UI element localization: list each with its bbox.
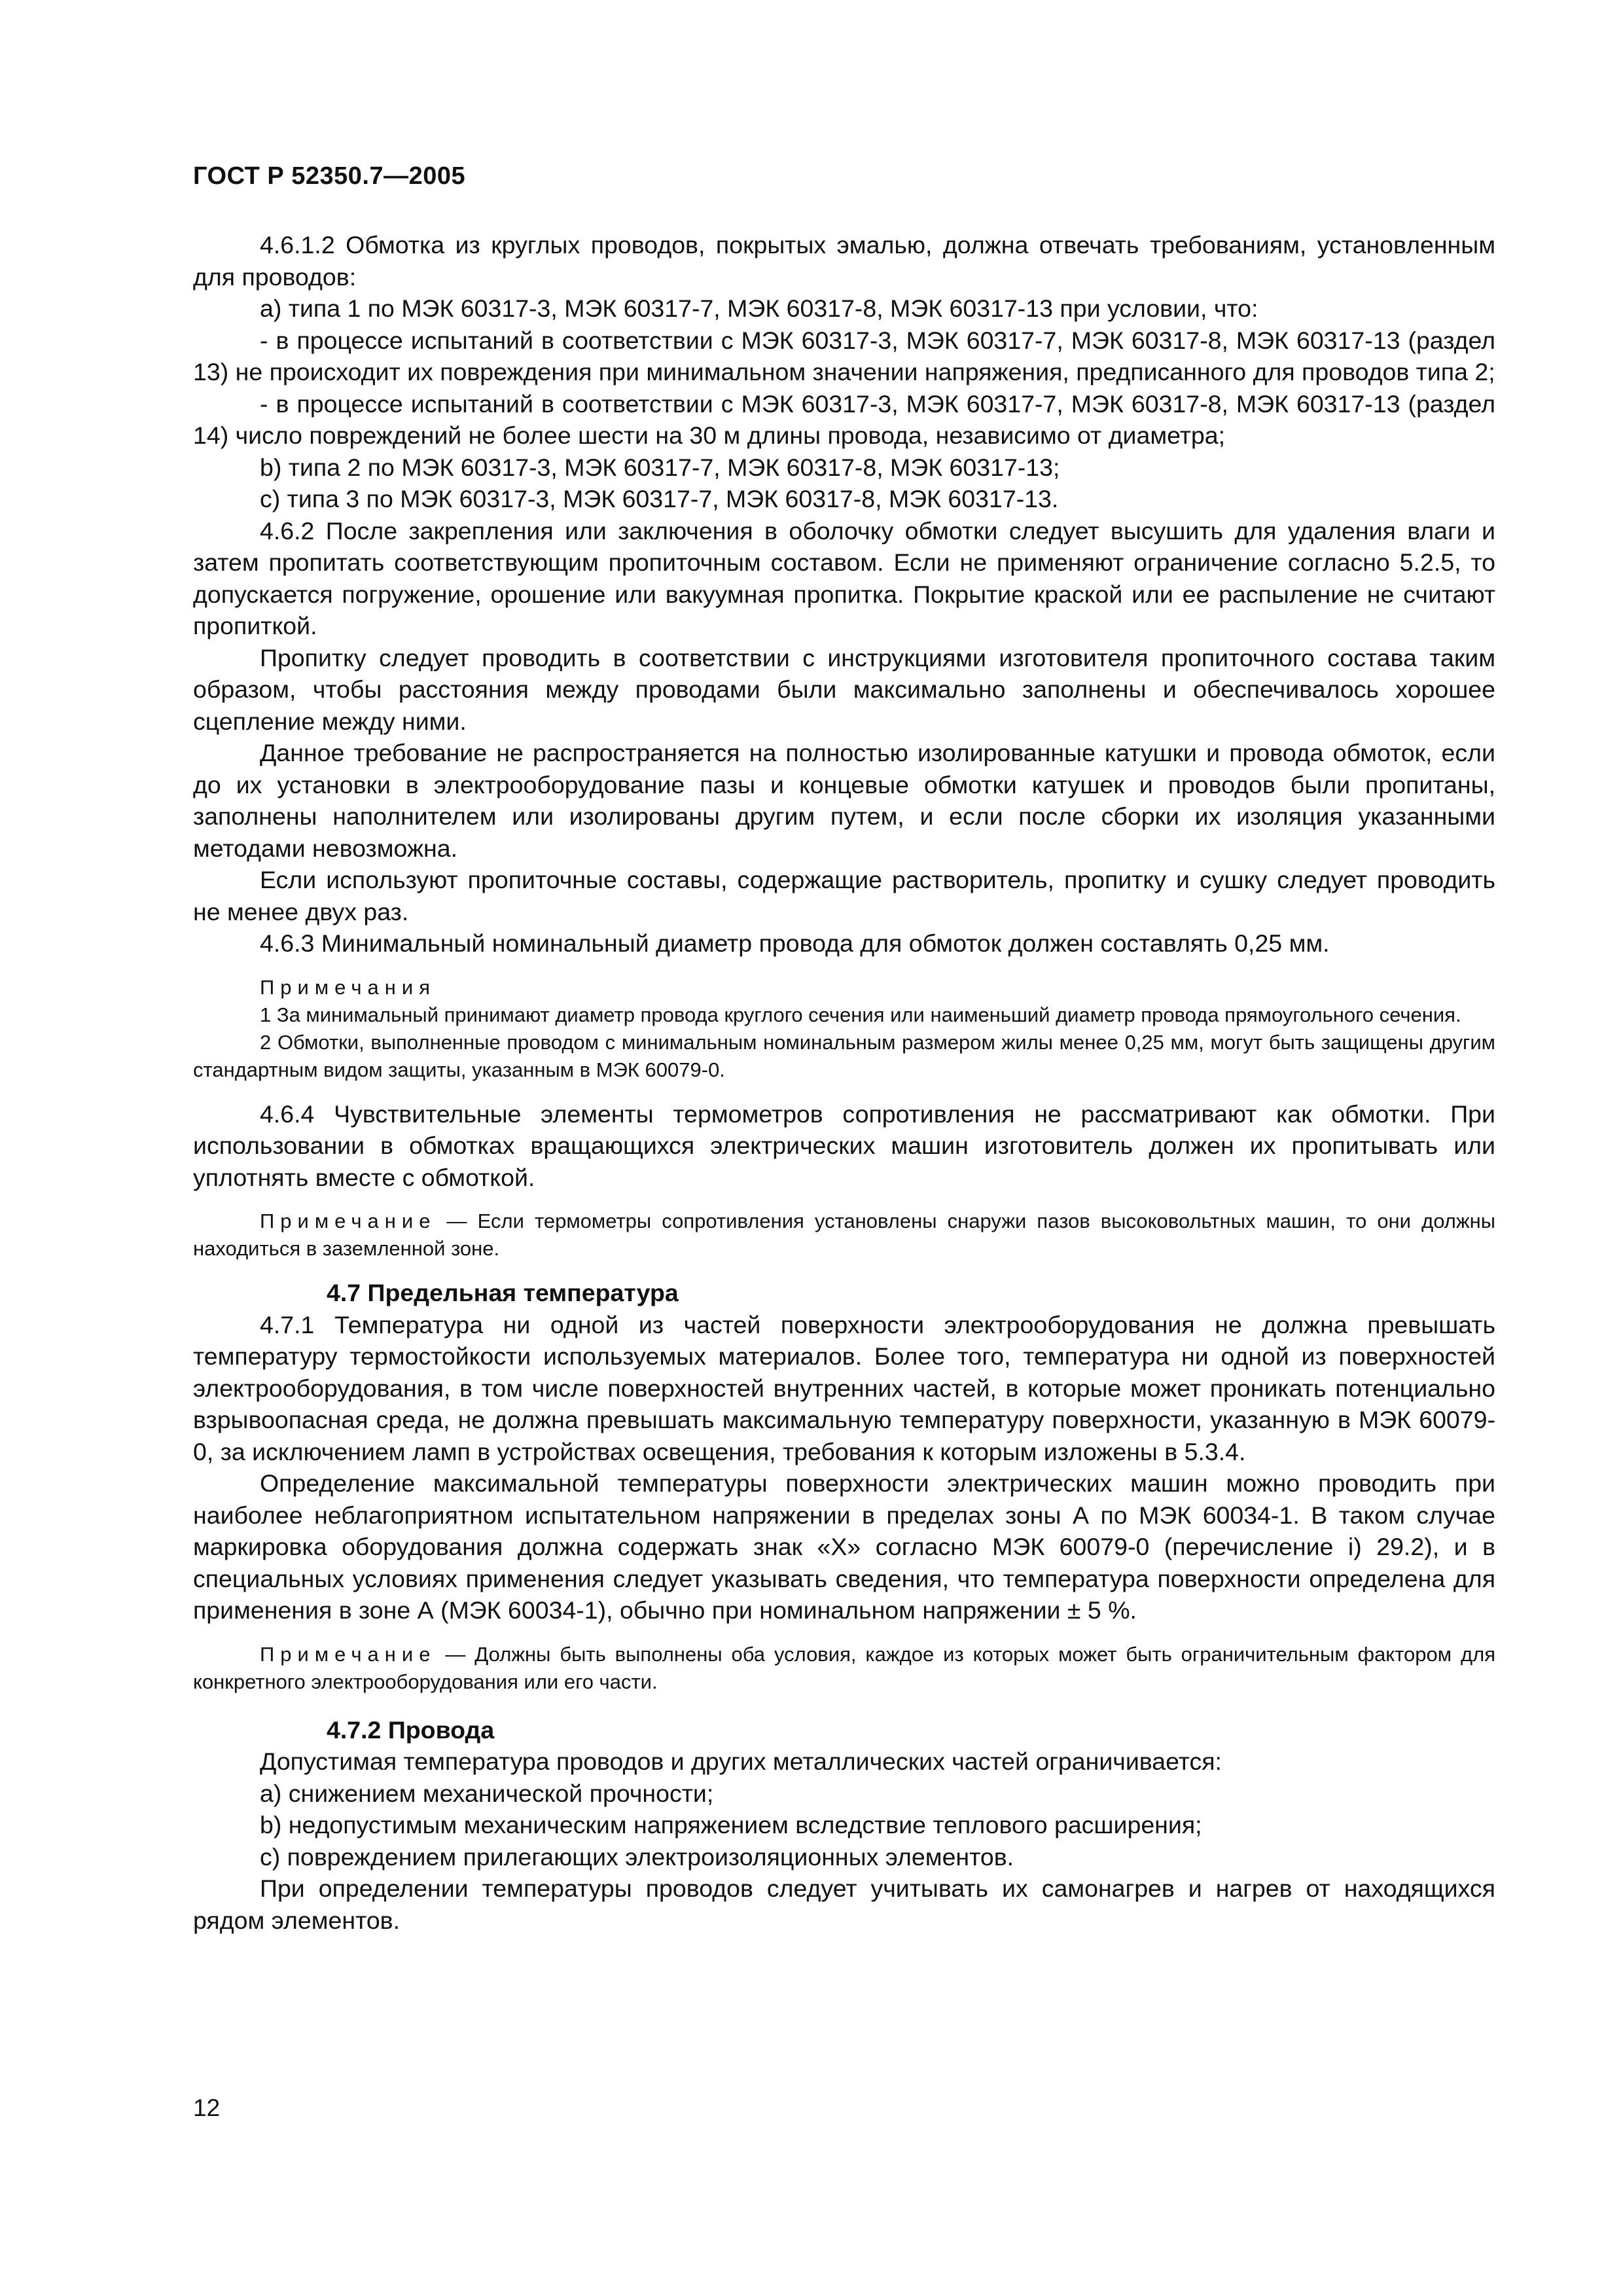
note-label: Примечание xyxy=(260,1210,437,1232)
page-number: 12 xyxy=(193,2094,221,2121)
section-heading-4-7-2: 4.7.2 Провода xyxy=(327,1715,495,1744)
note-4-7 xyxy=(193,1641,1495,1696)
note-label: Примечание xyxy=(260,1642,437,1666)
list-item-c: c) типа 3 по МЭК 60317-3, МЭК 60317-7, МЭК 60317-8, МЭК 60317-13. xyxy=(260,485,1059,512)
note-2: 2 Обмотки, выполненные проводом с минимальным номинальным размером жилы менее 0,25 мм, могут быть защищены другим стандартным видом защиты, указанным в МЭК 60079-0. xyxy=(193,1030,1495,1081)
notes-block xyxy=(193,974,1495,1084)
paragraph-max-temperature: Определение максимальной температуры поверхности электрических машин можно проводить при наиболее неблагоприятном испытательном напряжении в пределах зоны А по МЭК 60034-1. В таком случае маркировка оборудования должна содержать знак «Х» согласно МЭК 60079-0 (перечисление i) 29.2), и в специальных условиях применения следует указывать сведения, что температура поверхности определена для применения в зоне А (МЭК 60034-1), обычно при номинальном напряжении ± 5 %. xyxy=(193,1469,1495,1624)
list-dash-1: - в процессе испытаний в соответствии с МЭК 60317-3, МЭК 60317-7, МЭК 60317-8, МЭК 60317-13 (раздел 13) не происходит их повреждения при минимальном значении напряжения, предписанного для проводов типа 2; xyxy=(193,326,1495,386)
paragraph-conductors-intro: Допустимая температура проводов и других металлических частей ограничивается: xyxy=(260,1748,1222,1775)
list-dash-2: - в процессе испытаний в соответствии с МЭК 60317-3, МЭК 60317-7, МЭК 60317-8, МЭК 60317-13 (раздел 14) число повреждений не более шести на 30 м длины провода, независимо от диаметра; xyxy=(193,389,1495,449)
note-1: 1 За минимальный принимают диаметр провода круглого сечения или наименьший диаметр провода прямоугольного сечения. xyxy=(260,1003,1461,1026)
paragraph-4-6-1-2: 4.6.1.2 Обмотка из круглых проводов, покрытых эмалью, должна отвечать требованиям, установленным для проводов: xyxy=(193,231,1495,291)
document-body xyxy=(193,229,1495,1936)
paragraph-4-6-2: 4.6.2 После закрепления или заключения в оболочку обмотки следует высушить для удаления влаги и затем пропитать соответствующим пропиточным составом. Если не применяют ограничение согласно 5.2.5, то допускается погружение, орошение или вакуумная пропитка. Покрытие краской или ее распыление не считают пропиткой. xyxy=(193,516,1495,639)
paragraph-4-6-3: 4.6.3 Минимальный номинальный диаметр провода для обмоток должен составлять 0,25 мм. xyxy=(260,929,1330,957)
note-4-6-4 xyxy=(193,1208,1495,1263)
paragraph-impregnation: Пропитку следует проводить в соответствии с инструкциями изготовителя пропиточного состава таким образом, чтобы расстояния между проводами были максимально заполнены и обеспечивалось хорошее сцепление между ними. xyxy=(193,643,1495,735)
paragraph-4-7-1: 4.7.1 Температура ни одной из частей поверхности электрооборудования не должна превышать температуру термостойкости используемых материалов. Более того, температура ни одной из поверхностей электрооборудования, в том числе поверхностей внутренних частей, в которые может проникать потенциально взрывоопасная среда, не должна превышать максимальную температуру поверхности, указанную в МЭК 60079-0, за исключением ламп в устройствах освещения, требования к которым изложены в 5.3.4. xyxy=(193,1310,1495,1465)
list-item-c: c) повреждением прилегающих электроизоляционных элементов. xyxy=(260,1842,1014,1871)
list-item-b: b) недопустимым механическим напряжением вследствие теплового расширения; xyxy=(260,1811,1202,1839)
note-text: — Если термометры сопротивления установлены снаружи пазов высоковольтных машин, то они должны находиться в заземленной зоне. xyxy=(193,1210,1495,1260)
document-header: ГОСТ Р 52350.7—2005 xyxy=(193,162,466,190)
section-heading-4-7: 4.7 Предельная температура xyxy=(327,1279,679,1306)
list-item-a: a) типа 1 по МЭК 60317-3, МЭК 60317-7, МЭК 60317-8, МЭК 60317-13 при условии, что: xyxy=(260,295,1258,322)
paragraph-self-heating: При определении температуры проводов следует учитывать их самонагрев и нагрев от находящихся рядом элементов. xyxy=(193,1874,1495,1934)
paragraph-not-applies: Данное требование не распространяется на полностью изолированные катушки и провода обмоток, если до их установки в электрооборудование пазы и концевые обмотки катушек и проводов были пропитаны, заполнены наполнителем или изолированы другим путем, и если после сборки их изоляция указанными методами невозможна. xyxy=(193,739,1495,862)
notes-title: Примечания xyxy=(260,975,436,999)
list-item-b: b) типа 2 по МЭК 60317-3, МЭК 60317-7, МЭК 60317-8, МЭК 60317-13; xyxy=(260,453,1060,481)
list-item-a: a) снижением механической прочности; xyxy=(260,1779,714,1807)
note-text: — Должны быть выполнены оба условия, каждое из которых может быть ограничительным фактором для конкретного электрооборудования или его части. xyxy=(193,1642,1495,1693)
paragraph-solvents: Если используют пропиточные составы, содержащие растворитель, пропитку и сушку следует проводить не менее двух раз. xyxy=(193,866,1495,925)
paragraph-4-6-4: 4.6.4 Чувствительные элементы термометров сопротивления не рассматривают как обмотки. При использовании в обмотках вращающихся электрических машин изготовитель должен их пропитывать или уплотнять вместе с обмоткой. xyxy=(193,1100,1495,1191)
